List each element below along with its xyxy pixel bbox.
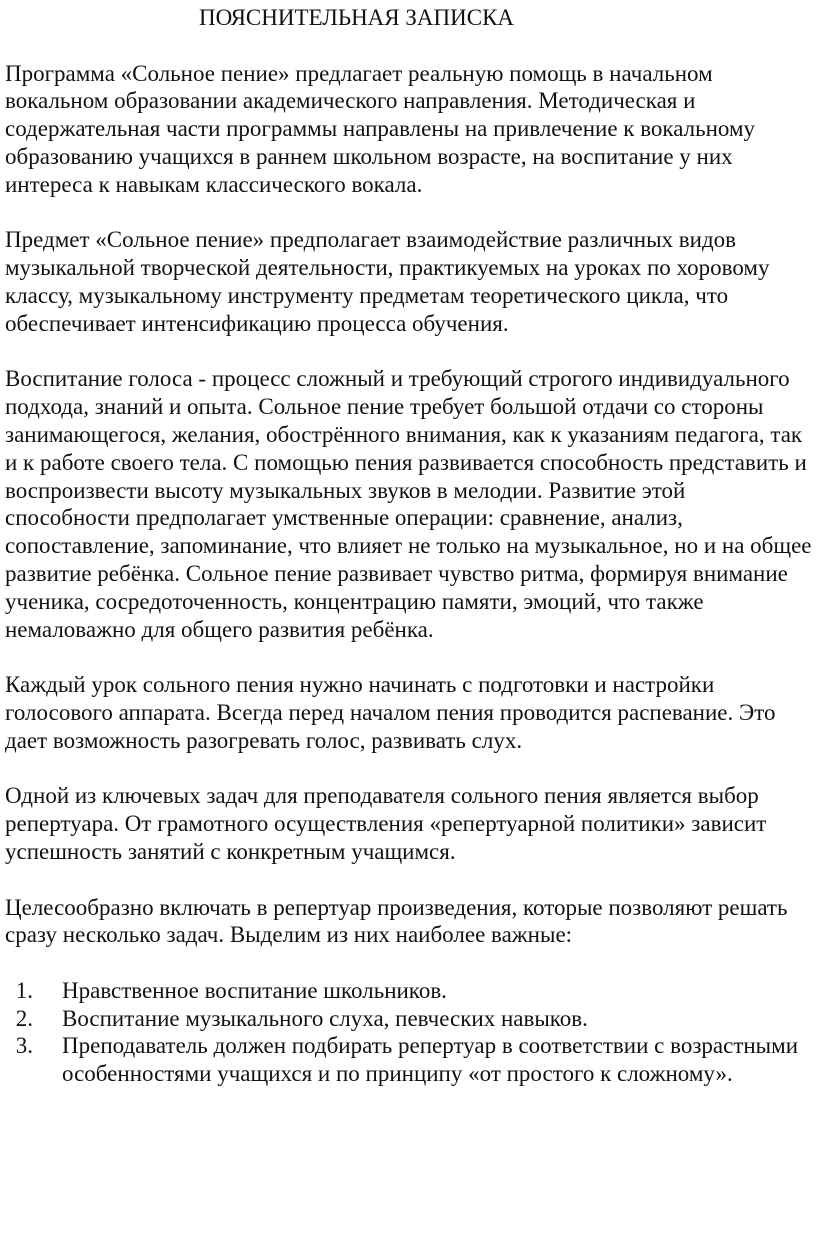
list-item-text: Преподаватель должен подбирать репертуар в соответствии с возрастными особенностями учащихся и по принципу «от простого к сложному».: [62, 1033, 798, 1087]
document-title: ПОЯСНИТЕЛЬНАЯ ЗАПИСКА: [199, 5, 515, 30]
goals-list: [5, 977, 816, 1088]
paragraph-subject-description: Предмет «Сольное пение» предполагает взаимодействие различных видов музыкальной творческой деятельности, практикуемых на уроках по хоровому классу, музыкальному инструменту предметам теоретического цикла, что обеспечивает интенсификацию процесса обучения.: [5, 227, 770, 336]
list-item-text: Нравственное воспитание школьников.: [62, 977, 447, 1003]
paragraph-voice-education: Воспитание голоса - процесс сложный и требующий строгого индивидуального подхода, знаний и опыта. Сольное пение требует большой отдачи со стороны занимающегося, желания, обострённого внимания, как к указаниям педагога, так и к работе своего тела. С помощью пения развивается способность представить и воспроизвести высоту музыкальных звуков в мелодии. Развитие этой способности предполагает умственные операции: сравнение, анализ, сопоставление, запоминание, что влияет не только на музыкальное, но и на общее развитие ребёнка. Сольное пение развивает чувство ритма, формируя внимание ученика, сосредоточенность, концентрацию памяти, эмоций, что также немаловажно для общего развития ребёнка.: [5, 366, 812, 642]
paragraph-repertoire-choice: Одной из ключевых задач для преподавателя сольного пения является выбор репертуара. От грамотного осуществления «репертуарной политики» зависит успешность занятий с конкретным учащимся.: [5, 783, 767, 864]
list-item: [5, 1005, 816, 1033]
list-item-number: 2.: [15, 1005, 33, 1031]
list-item: [5, 1032, 816, 1088]
list-item-text: Воспитание музыкального слуха, певческих навыков.: [62, 1005, 588, 1031]
list-item-number: 1.: [15, 977, 33, 1003]
list-item: [5, 977, 816, 1005]
paragraph-repertoire-goals: Целесообразно включать в репертуар произведения, которые позволяют решать сразу несколько задач. Выделим из них наиболее важные:: [5, 894, 788, 948]
paragraph-program-description: Программа «Сольное пение» предлагает реальную помощь в начальном вокальном образовании академического направления. Методическая и содержательная части программы направлены на привлечение к вокальному образованию учащихся в раннем школьном возрасте, на воспитание у них интереса к навыкам классического вокала.: [5, 60, 756, 197]
paragraph-lesson-warmup: Каждый урок сольного пения нужно начинать с подготовки и настройки голосового аппарата. Всегда перед началом пения проводится распевание. Это дает возможность разогревать голос, развивать слух.: [5, 672, 776, 753]
list-item-number: 3.: [15, 1033, 33, 1059]
